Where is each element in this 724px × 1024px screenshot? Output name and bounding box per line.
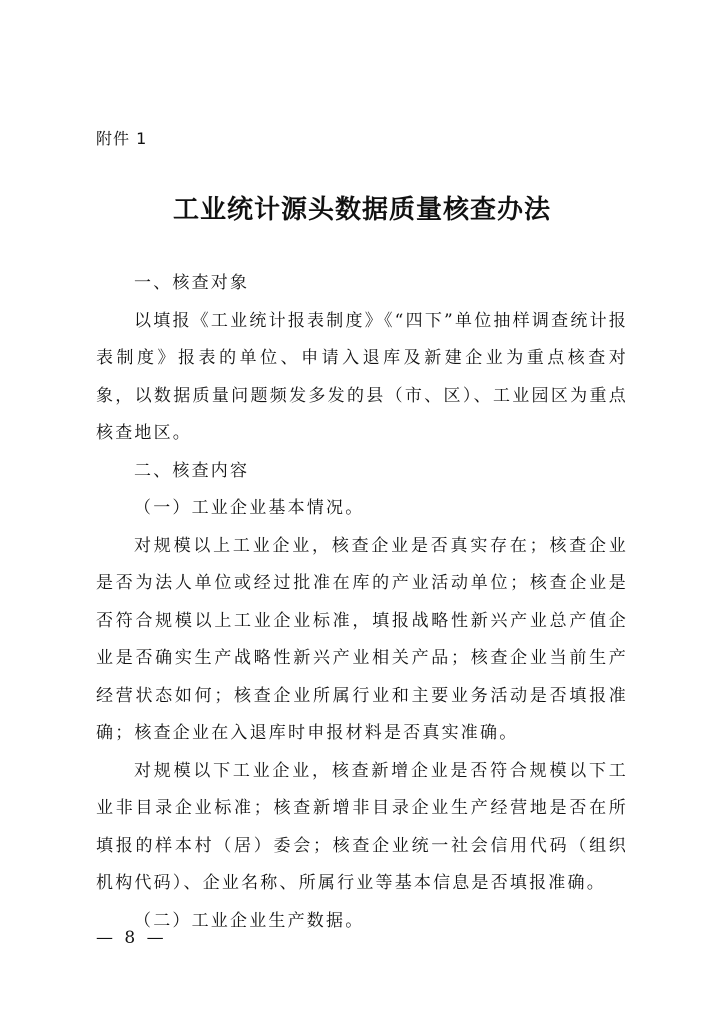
body-paragraph: 对规模以下工业企业，核查新增企业是否符合规模以下工业非目录企业标准；核查新增非目录企业生产经营地是否在所填报的样本村（居）委会；核查企业统一社会信用代码（组织机构代码）、企业名称、所属行业等基本信息是否填报准确。 bbox=[96, 760, 628, 893]
section-heading: 二、核查内容 bbox=[134, 460, 250, 481]
section-heading: 一、核查对象 bbox=[134, 273, 250, 293]
body-paragraph: 以填报《工业统计报表制度》《“四下”单位抽样调查统计报表制度》报表的单位、申请入退库及新建企业为重点核查对象，以数据质量问题频发多发的县（市、区）、工业园区为重点核查地区。 bbox=[96, 310, 628, 443]
subsection-heading: （二）工业企业生产数据。 bbox=[134, 910, 365, 931]
attachment-label: 附件 1 bbox=[96, 129, 148, 148]
document-title: 工业统计源头数据质量核查办法 bbox=[172, 195, 551, 225]
body-paragraph: 对规模以上工业企业，核查企业是否真实存在；核查企业是否为法人单位或经过批准在库的产业活动单位；核查企业是否符合规模以上工业企业标准，填报战略性新兴产业总产值企业是否确实生产战略性新兴产业相关产品；核查企业当前生产经营状态如何；核查企业所属行业和主要业务活动是否填报准确；核查企业在入退库时申报材料是否真实准确。 bbox=[96, 535, 628, 743]
page-number: — 8 — bbox=[96, 928, 167, 948]
document-body bbox=[96, 265, 628, 940]
subsection-heading: （一）工业企业基本情况。 bbox=[134, 498, 365, 518]
